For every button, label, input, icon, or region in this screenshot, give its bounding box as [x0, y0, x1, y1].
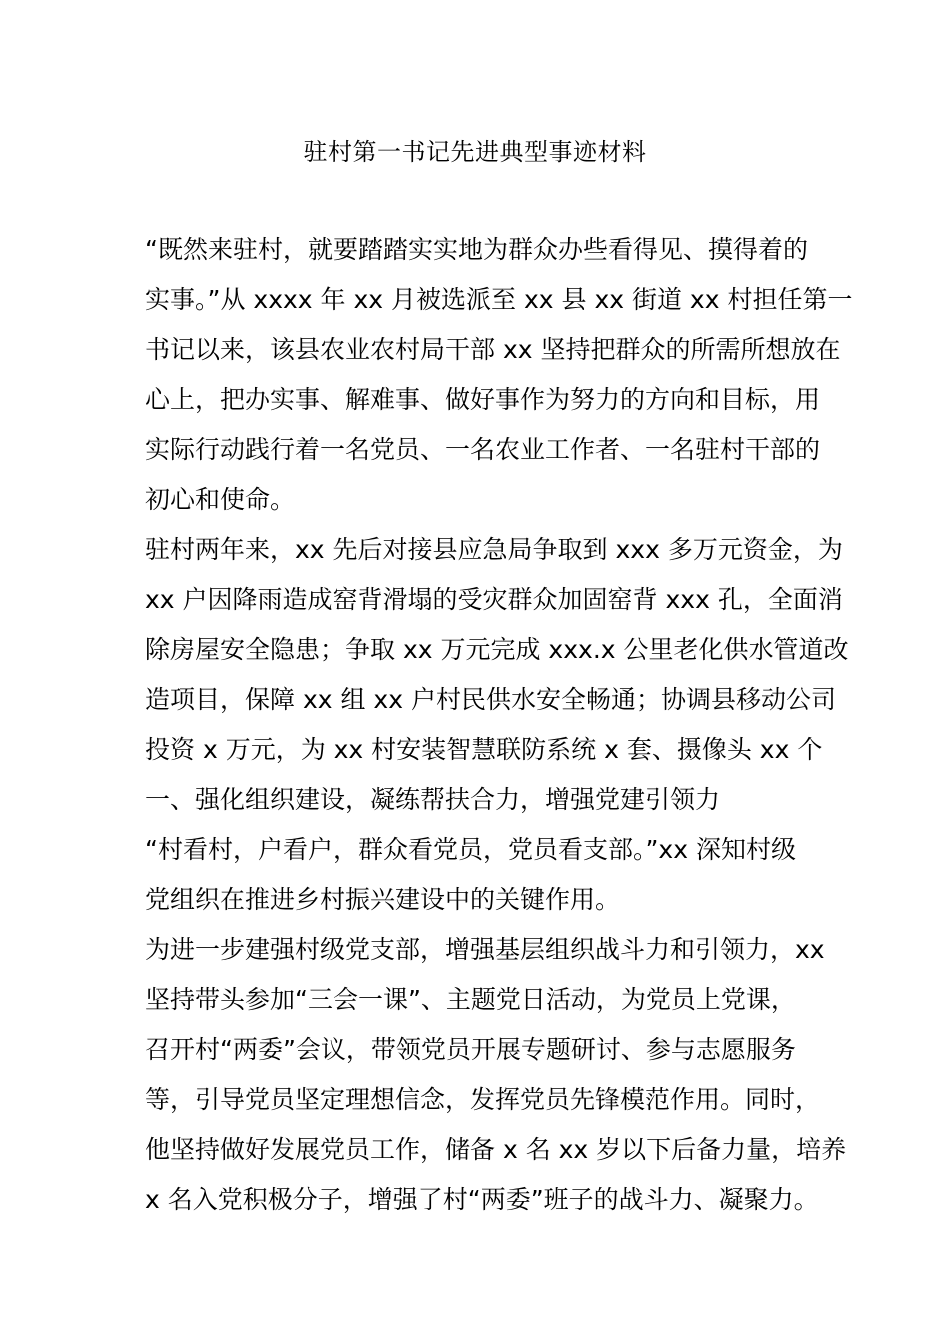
- body-line: 坚持带头参加“三会一课”、主题党日活动，为党员上党课，: [145, 985, 796, 1014]
- body-line: 驻村两年来，xx 先后对接县应急局争取到 xxx 多万元资金，为: [145, 535, 843, 564]
- body-line: 等，引导党员坚定理想信念，发挥党员先锋模范作用。同时，: [145, 1085, 821, 1114]
- body-line: 实事。”从 xxxx 年 xx 月被选派至 xx 县 xx 街道 xx 村担任第一: [145, 285, 853, 314]
- body-line: 投资 x 万元，为 xx 村安装智慧联防系统 x 套、摄像头 xx 个: [145, 735, 823, 764]
- body-line: “村看村，户看户，群众看党员，党员看支部。”xx 深知村级: [145, 835, 796, 864]
- section-heading: 一、强化组织建设，凝练帮扶合力，增强党建引领力: [145, 785, 721, 814]
- body-line: 书记以来，该县农业农村局干部 xx 坚持把群众的所需所想放在: [145, 335, 841, 364]
- body-line: 党组织在推进乡村振兴建设中的关键作用。: [145, 885, 621, 914]
- body-line: 造项目，保障 xx 组 xx 户村民供水安全畅通；协调县移动公司: [145, 685, 836, 714]
- body-line: 初心和使命。: [145, 485, 296, 514]
- body-line: x 名入党积极分子，增强了村“两委”班子的战斗力、凝聚力。: [145, 1185, 819, 1214]
- body-line: 召开村“两委”会议，带领党员开展专题研讨、参与志愿服务: [145, 1035, 796, 1064]
- body-line: 他坚持做好发展党员工作，储备 x 名 xx 岁以下后备力量，培养: [145, 1135, 847, 1164]
- body-line: xx 户因降雨造成窑背滑塌的受灾群众加固窑背 xxx 孔，全面消: [145, 585, 843, 614]
- body-line: 除房屋安全隐患；争取 xx 万元完成 xxx.x 公里老化供水管道改: [145, 635, 849, 664]
- body-line: “既然来驻村，就要踏踏实实地为群众办些看得见、摸得着的: [145, 235, 808, 264]
- body-line: 为进一步建强村级党支部，增强基层组织战斗力和引领力，xx: [145, 935, 825, 964]
- body-line: 实际行动践行着一名党员、一名农业工作者、一名驻村干部的: [145, 435, 821, 464]
- document-title: 驻村第一书记先进典型事迹材料: [303, 138, 647, 166]
- body-line: 心上，把办实事、解难事、做好事作为努力的方向和目标，用: [145, 385, 821, 414]
